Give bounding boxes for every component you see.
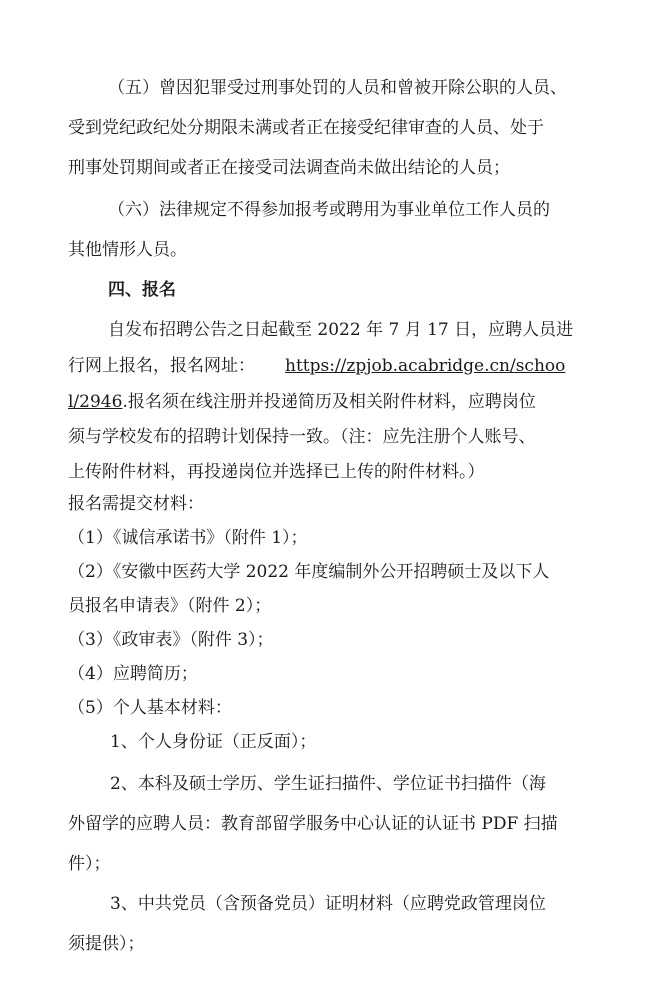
registration-line-4: 须与学校发布的招聘计划保持一致。（注：应先注册个人账号、: [68, 427, 536, 447]
clause-6-line-1: （六）法律规定不得参加报考或聘用为事业单位工作人员的: [108, 200, 550, 220]
clause-6-line-2: 其他情形人员。: [68, 240, 187, 260]
clause-5-line-3: 刑事处罚期间或者正在接受司法调查尚未做出结论的人员；: [68, 158, 510, 178]
material-item-4: （4）应聘简历；: [68, 664, 198, 684]
registration-line-3-text: .报名须在线注册并投递简历及相关附件材料，应聘岗位: [122, 392, 536, 412]
sub-item-2-line-2: 外留学的应聘人员：教育部留学服务中心认证的认证书 PDF 扫描: [68, 814, 558, 834]
registration-line-1: 自发布招聘公告之日起截至 2022 年 7 月 17 日，应聘人员进: [108, 320, 574, 340]
sub-item-2-line-3: 件）；: [68, 854, 111, 874]
clause-5-line-2: 受到党纪政纪处分期限未满或者正在接受纪律审查的人员、处于: [68, 118, 544, 138]
material-item-1: （1）《诚信承诺书》（附件 1）；: [68, 528, 308, 548]
materials-heading: 报名需提交材料：: [68, 494, 204, 514]
sub-item-2-line-1: 2、本科及硕士学历、学生证扫描件、学位证书扫描件（海: [110, 774, 546, 794]
sub-item-3-line-2: 须提供）；: [68, 934, 145, 954]
registration-line-3: [68, 391, 536, 413]
material-item-2-line-1: （2）《安徽中医药大学 2022 年度编制外公开招聘硕士及以下人: [68, 562, 550, 582]
registration-url-label: 行网上报名，报名网址：: [68, 356, 255, 376]
registration-line-5: 上传附件材料，再投递岗位并选择已上传的附件材料。）: [68, 462, 485, 482]
registration-line-2: [68, 355, 565, 377]
material-item-3: （3）《政审表》（附件 3）；: [68, 630, 274, 650]
sub-item-3-line-1: 3、中共党员（含预备党员）证明材料（应聘党政管理岗位: [110, 894, 546, 914]
registration-url-link[interactable]: https://zpjob.acabridge.cn/schoo: [285, 356, 566, 376]
sub-item-1: 1、个人身份证（正反面）；: [110, 732, 317, 752]
registration-url-link-continued[interactable]: l/2946: [68, 392, 123, 412]
material-item-2-line-2: 员报名申请表》（附件 2）；: [68, 596, 272, 616]
material-item-5: （5）个人基本材料：: [68, 698, 232, 718]
clause-5-line-1: （五）曾因犯罪受过刑事处罚的人员和曾被开除公职的人员、: [108, 78, 567, 98]
section-heading-registration: 四、报名: [108, 280, 176, 300]
